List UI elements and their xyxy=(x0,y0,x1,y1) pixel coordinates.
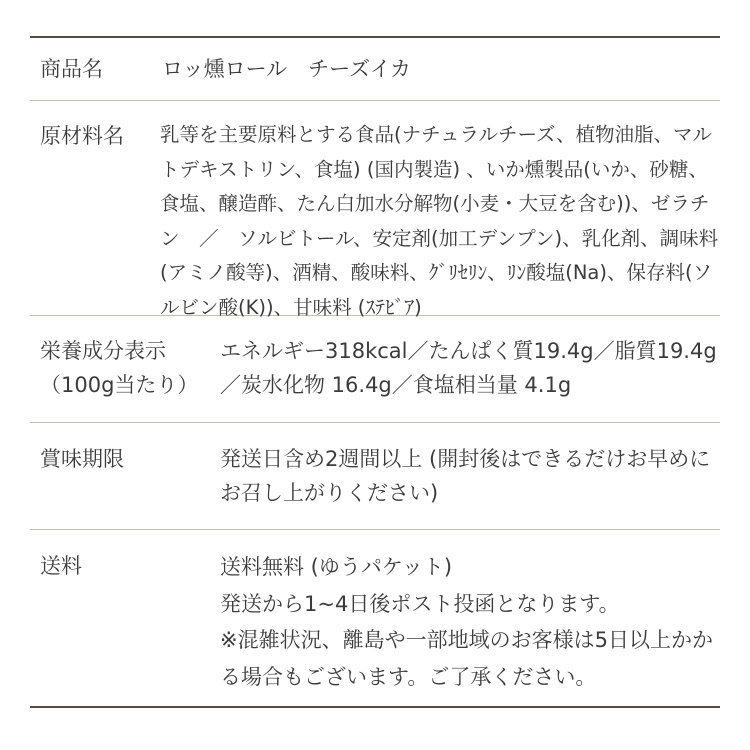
row-expiry xyxy=(30,423,720,530)
shipping-value: 送料無料 (ゆうパケット) 発送から1~4日後ポスト投函となります。 ※混雑状況、離島や一部地域のお客様は5日以上かかる場合もございます。ご了承ください。 xyxy=(220,555,713,689)
row-shipping xyxy=(30,530,720,706)
row-product-name xyxy=(30,38,720,101)
ingredients-value: 乳等を主要原料とする食品(ナチュラルチーズ、植物油脂、マルトデキストリン、食塩) (国内製造) 、いか燻製品(いか、砂糖、食塩、醸造酢、たん白加水分解物(小麦・大豆を含む))、ゼラチン ／ ソルビトール、安定剤(加工デンプン)、乳化剤、調味料(アミノ酸等)、酒精、酸味料、ｸﾞﾘｾﾘﾝ、ﾘﾝ酸塩(Na)、保存料(ソルビン酸(K))、甘味料 (ｽﾃﾋﾞｱ) xyxy=(160,123,719,319)
nutrition-label: 栄養成分表示 （100g当たり） xyxy=(40,339,199,397)
nutrition-value: エネルギー318kcal／たんぱく質19.4g／脂質19.4g／炭水化物 16.4g／食塩相当量 4.1g xyxy=(220,339,717,397)
expiry-value: 発送日含め2週間以上 (開封後はできるだけお早めにお召し上がりください) xyxy=(220,447,711,505)
product-spec-table xyxy=(30,36,720,708)
product-name-label: 商品名 xyxy=(40,57,103,81)
ingredients-label: 原材料名 xyxy=(40,124,124,148)
product-name-value: ロッ燻ロール チーズイカ xyxy=(162,57,412,81)
row-nutrition xyxy=(30,316,720,423)
row-ingredients xyxy=(30,101,720,319)
shipping-label: 送料 xyxy=(40,554,82,578)
expiry-label: 賞味期限 xyxy=(40,447,124,471)
